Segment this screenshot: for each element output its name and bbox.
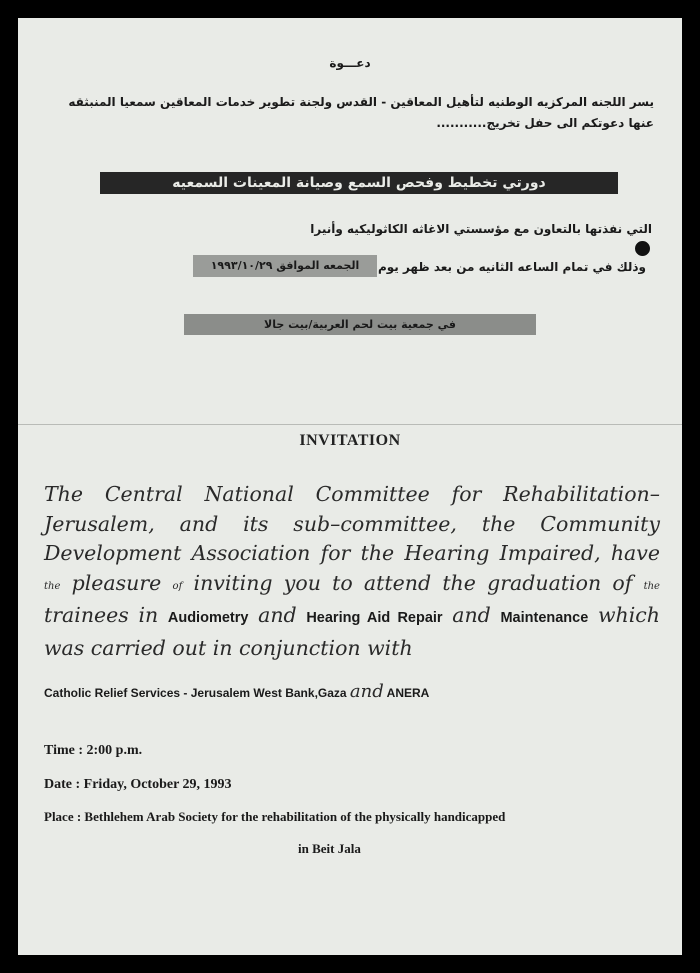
fold-line [18, 424, 682, 425]
organizations-line [44, 681, 429, 702]
maintenance-label: Maintenance [500, 610, 589, 626]
body-text-5: which was carried out in conjunction with [44, 603, 660, 660]
date-row [44, 777, 232, 793]
body-text-3: inviting you to attend the graduation of [193, 570, 633, 595]
place-value-line-2: in Beit Jala [298, 841, 361, 856]
time-label: Time [44, 743, 75, 758]
audiometry-label: Audiometry [167, 610, 249, 626]
date-label: Date [44, 777, 72, 792]
time-value: : 2:00 p.m. [78, 743, 143, 758]
body-and-1: and [258, 603, 297, 627]
arabic-line-1: يسر اللجنه المركزيه الوطنيه لتأهيل المعاقين - القدس ولجنة تطوير خدمات المعاقين سمعيا المنبثقه [68, 95, 654, 109]
hole-punch-mark [635, 241, 650, 256]
anera-label: ANERA [386, 686, 430, 700]
body-text-1: The Central National Committee for Rehabilitation–Jerusalem, and its sub–committee, the Community Development Association for the Hearing Impaired, have [44, 482, 660, 565]
arabic-date-box: الجمعه الموافق ١٩٩٣/١٠/٢٩ [193, 255, 377, 277]
arabic-line-4: وذلك في تمام الساعه الثانيه من بعد ظهر يوم [377, 260, 646, 274]
body-the-2: the [643, 580, 660, 592]
body-and-3: and [349, 681, 384, 702]
hearing-aid-label: Hearing Aid Repair [306, 610, 443, 626]
time-row [44, 743, 142, 759]
body-text-2: pleasure [71, 570, 162, 595]
place-label: Place [44, 809, 74, 824]
body-the-1: the [44, 580, 61, 592]
body-text-4: trainees in [44, 603, 159, 627]
body-of-1: of [172, 580, 183, 592]
arabic-line-2: عنها دعوتكم الى حفل تخريج........... [436, 116, 654, 130]
invitation-body [44, 480, 660, 663]
arabic-place-box: في جمعية بيت لحم العربية/بيت جالا [184, 314, 536, 335]
place-value: : Bethlehem Arab Society for the rehabilitation of the physically handicapped [76, 809, 506, 824]
arabic-line-3: التي نفذتها بالتعاون مع مؤسستي الاغاثه الكاثوليكيه وأنيرا [310, 222, 652, 236]
place-row [44, 809, 505, 825]
arabic-course-banner: دورتي تخطيط وفحص السمع وصيانة المعينات السمعيه [100, 172, 618, 194]
arabic-title: دعـــوة [329, 56, 371, 70]
invitation-title: INVITATION [299, 432, 401, 449]
invitation-sheet [18, 18, 682, 955]
crs-label: Catholic Relief Services - Jerusalem West Bank,Gaza [44, 686, 347, 700]
date-value: : Friday, October 29, 1993 [75, 777, 232, 792]
body-and-2: and [452, 603, 491, 627]
